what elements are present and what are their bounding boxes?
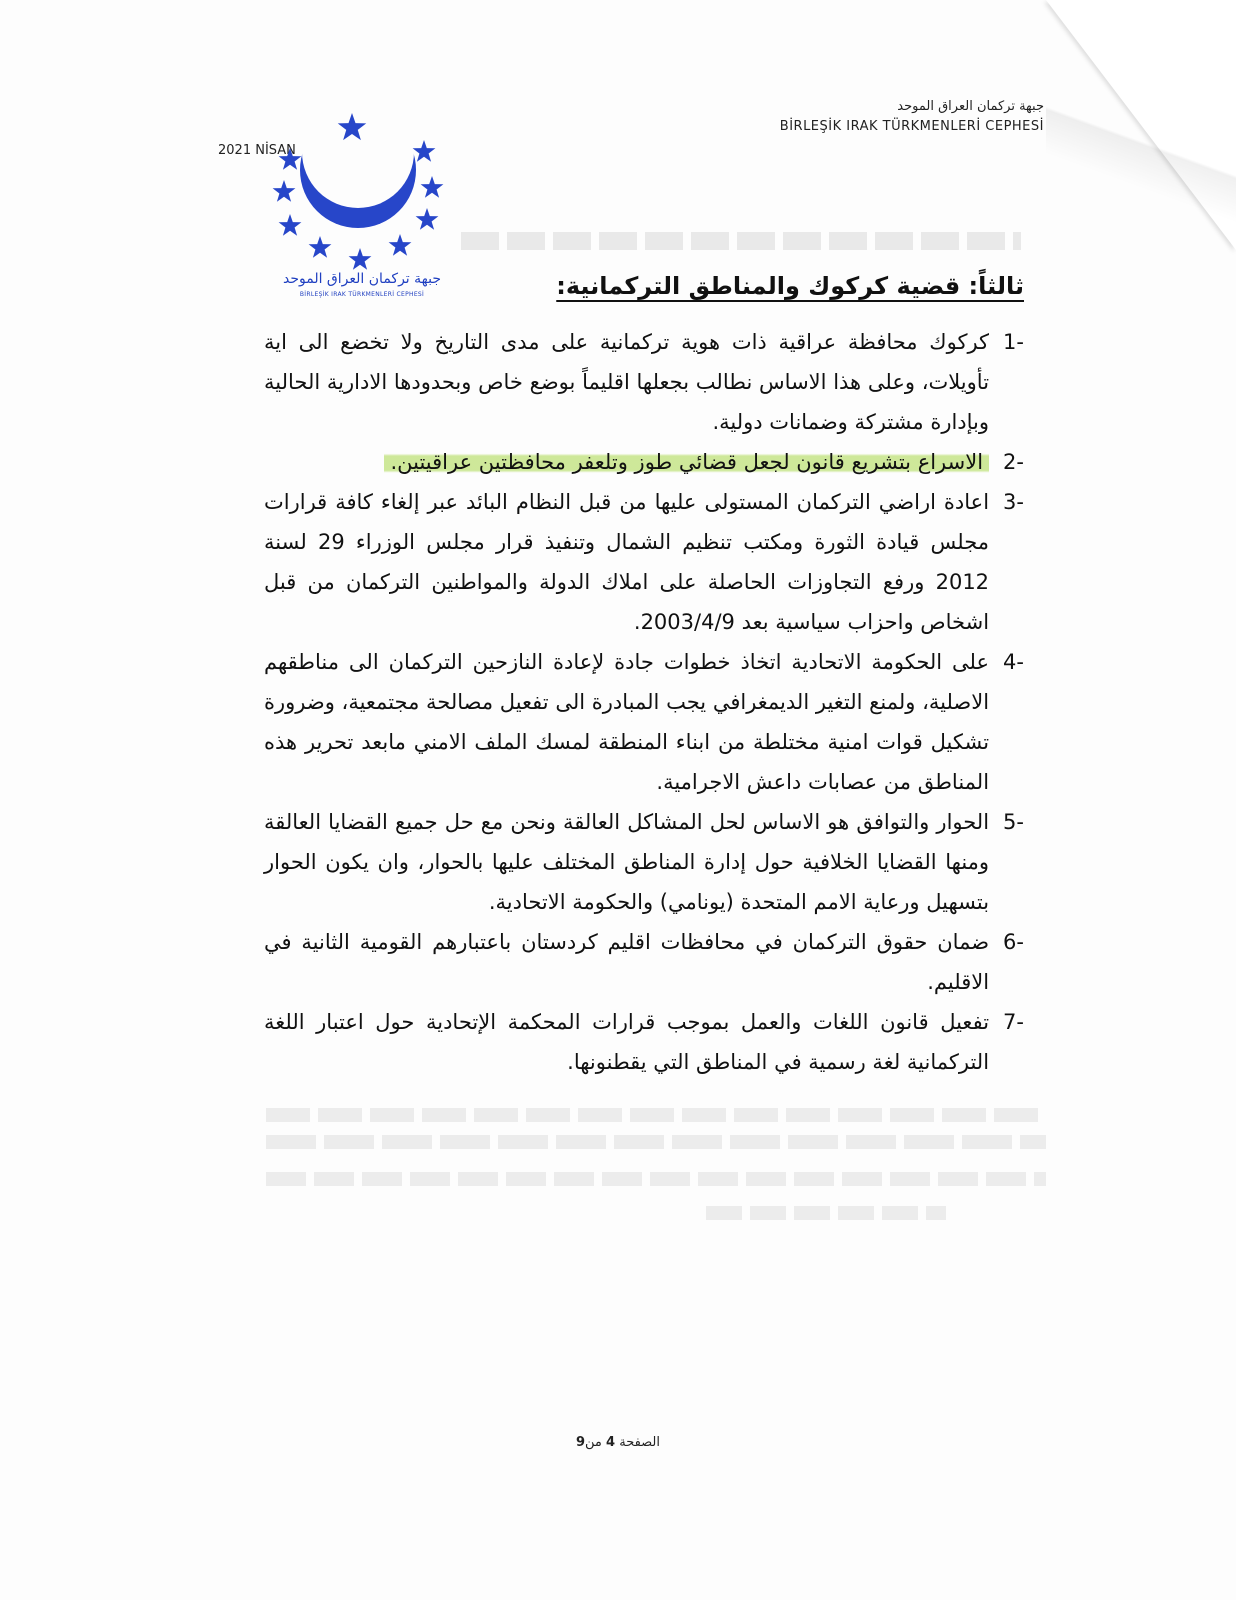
item-number: -3 [1003, 490, 1024, 514]
list-item [264, 482, 1024, 642]
logo-caption-arabic: جبهة تركمان العراق الموحد [283, 271, 441, 287]
list-item [264, 922, 1024, 1002]
crescent-stars-icon [262, 108, 462, 273]
list-item [264, 442, 1024, 482]
page-label: الصفحة [619, 1435, 661, 1450]
list-item [264, 802, 1024, 922]
page-number: 4 [606, 1435, 616, 1450]
list-item [264, 1002, 1024, 1082]
org-name-arabic: جبهة تركمان العراق الموحد [897, 99, 1044, 114]
item-text: كركوك محافظة عراقية ذات هوية تركمانية على مدى التاريخ ولا تخضع الى اية تأويلات، وعلى هذا الاساس نطالب بجعلها اقليماً بوضع خاص وبحدودها الادارية الحالية وبإدارة مشتركة وضمانات دولية. [264, 330, 990, 434]
item-number: -5 [1003, 810, 1024, 834]
section-title: ثالثاً: قضية كركوك والمناطق التركمانية: [556, 272, 1024, 300]
item-text: على الحكومة الاتحادية اتخاذ خطوات جادة لإعادة النازحين التركمان الى مناطقهم الاصلية، ولمنع التغير الديمغرافي يجب المبادرة الى تفعيل مصالحة مجتمعية، وضرورة تشكيل قوات امنية مختلطة من ابناء المنطقة لمسك الملف الامني مابعد تحرير هذه المناطق من عصابات داعش الاجرامية. [264, 650, 990, 794]
item-text: تفعيل قانون اللغات والعمل بموجب قرارات المحكمة الإتحادية حول اعتبار اللغة التركمانية لغة رسمية في المناطق التي يقطنونها. [264, 1010, 990, 1074]
bleed-through-text [266, 1108, 1046, 1122]
item-number: -7 [1003, 1010, 1024, 1034]
item-number: -6 [1003, 930, 1024, 954]
page-of: من [585, 1435, 602, 1450]
organization-logo [262, 108, 462, 308]
bleed-through-text [706, 1206, 946, 1220]
item-number: -1 [1003, 330, 1024, 354]
bleed-through-text [266, 1172, 1046, 1186]
demands-list [264, 322, 1024, 1082]
fold-shadow [1046, 0, 1236, 250]
bleed-through-text [266, 1135, 1046, 1149]
org-name-turkish: BİRLEŞİK IRAK TÜRKMENLERİ CEPHESİ [779, 119, 1044, 134]
document-date: 2021 NİSAN [218, 143, 296, 158]
page-footer [0, 1435, 1236, 1450]
list-item [264, 642, 1024, 802]
logo-caption-turkish: BİRLEŞİK IRAK TÜRKMENLERİ CEPHESİ [299, 291, 425, 298]
list-item [264, 322, 1024, 442]
item-text: اعادة اراضي التركمان المستولى عليها من قبل النظام البائد عبر إلغاء كافة قرارات مجلس قيادة الثورة ومكتب تنظيم الشمال وتنفيذ قرار مجلس الوزراء 29 لسنة 2012 ورفع التجاوزات الحاصلة على املاك الدولة والمواطنين التركمان من قبل اشخاص واحزاب سياسية بعد 2003/4/9. [264, 490, 990, 634]
item-number: -2 [1003, 450, 1024, 474]
item-number: -4 [1003, 650, 1024, 674]
page-total: 9 [575, 1435, 586, 1450]
item-text: الحوار والتوافق هو الاساس لحل المشاكل العالقة ونحن مع حل جميع القضايا العالقة ومنها القضايا الخلافية حول إدارة المناطق المختلف عليها بالحوار، وان يكون الحوار بتسهيل ورعاية الامم المتحدة (يونامي) والحكومة الاتحادية. [264, 810, 990, 914]
organization-header [780, 98, 1044, 138]
bleed-through-text [461, 232, 1021, 250]
item-text: ضمان حقوق التركمان في محافظات اقليم كردستان باعتبارهم القومية الثانية في الاقليم. [264, 930, 990, 994]
highlighted-item-text: الاسراع بتشريع قانون لجعل قضائي طوز وتلعفر محافظتين عراقيتين. [384, 450, 989, 474]
